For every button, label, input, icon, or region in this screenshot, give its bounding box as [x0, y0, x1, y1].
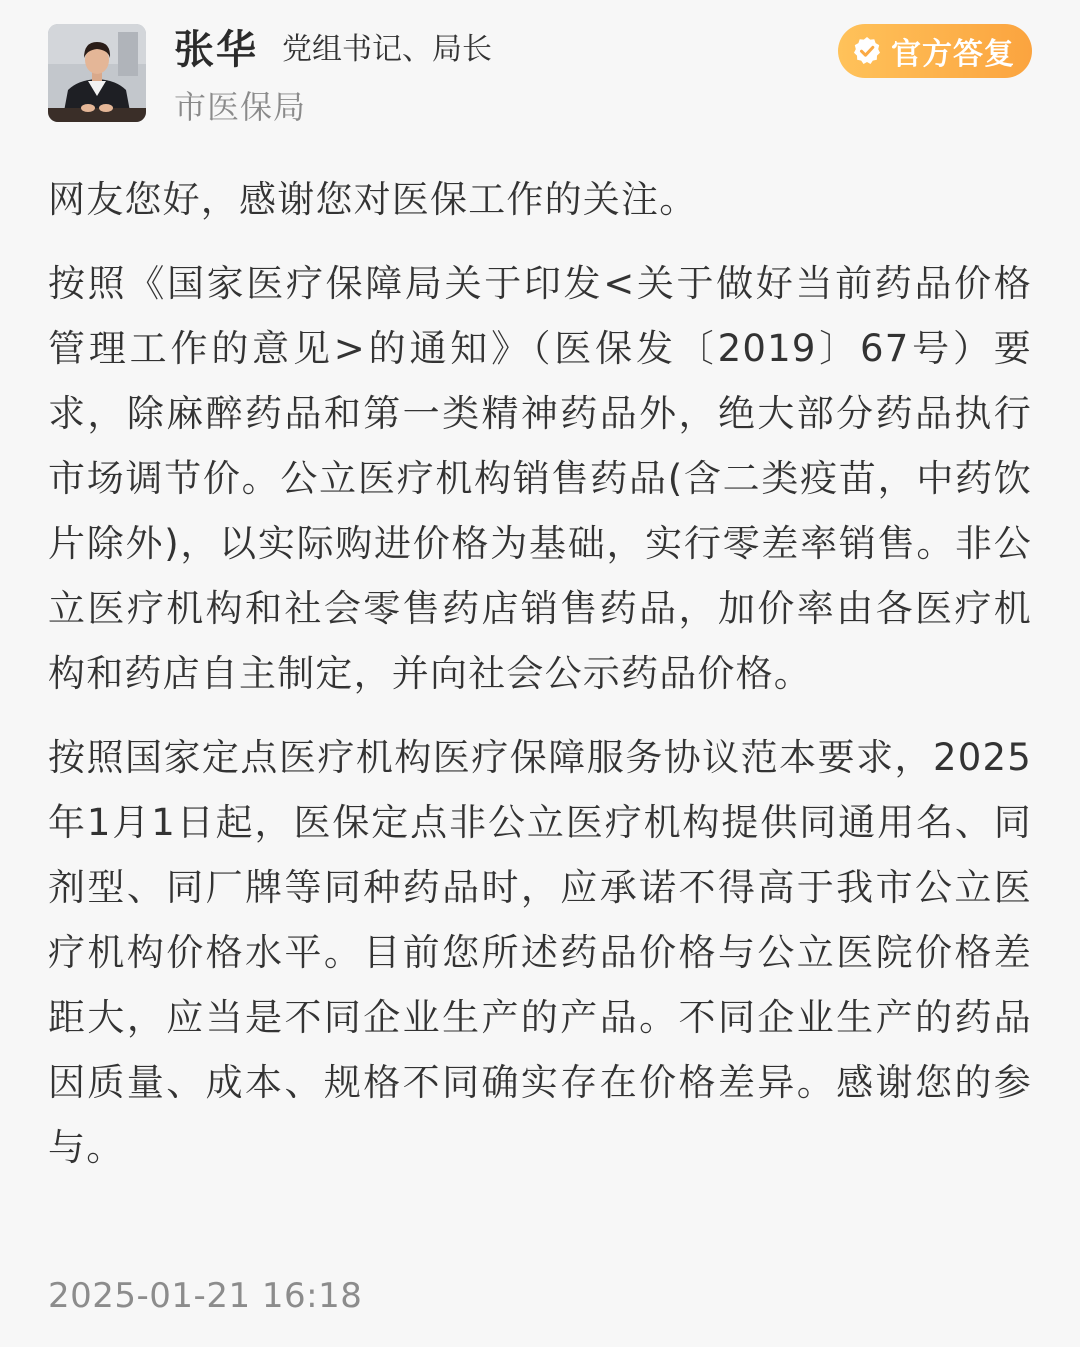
- reply-timestamp: 2025-01-21 16:18: [48, 1276, 363, 1316]
- reply-paragraph-greeting: 网友您好，感谢您对医保工作的关注。: [48, 178, 698, 221]
- reply-paragraph-agreement: 按照国家定点医疗机构医疗保障服务协议范本要求，2025年1月1日起，医保定点非公立医疗机构提供同通用名、同剂型、同厂牌等同种药品时，应承诺不得高于我市公立医疗机构价格水平。目前您所述药品价格与公立医院价格差距大，应当是不同企业生产的产品。不同企业生产的药品因质量、成本、规格不同确实存在价格差异。感谢您的参与。: [48, 736, 1032, 1169]
- avatar-portrait-image: [48, 24, 146, 122]
- reply-header: [48, 22, 1032, 126]
- author-title: 党组书记、局长: [282, 32, 492, 67]
- reply-content: [48, 167, 1032, 1199]
- official-reply-badge: [838, 24, 1032, 78]
- author-name-row: [174, 22, 492, 73]
- verified-check-icon: [851, 35, 883, 67]
- badge-label: 官方答复: [891, 37, 1015, 72]
- avatar[interactable]: [48, 24, 146, 122]
- author-organization: 市医保局: [174, 88, 307, 126]
- reply-paragraph-policy: 按照《国家医疗保障局关于印发<关于做好当前药品价格管理工作的意见>的通知》（医保发〔2019〕67号）要求，除麻醉药品和第一类精神药品外，绝大部分药品执行市场调节价。公立医疗机构销售药品(含二类疫苗，中药饮片除外)，以实际购进价格为基础，实行零差率销售。非公立医疗机构和社会零售药店销售药品，加价率由各医疗机构和药店自主制定，并向社会公示药品价格。: [48, 262, 1032, 695]
- author-name[interactable]: 张华: [174, 26, 258, 73]
